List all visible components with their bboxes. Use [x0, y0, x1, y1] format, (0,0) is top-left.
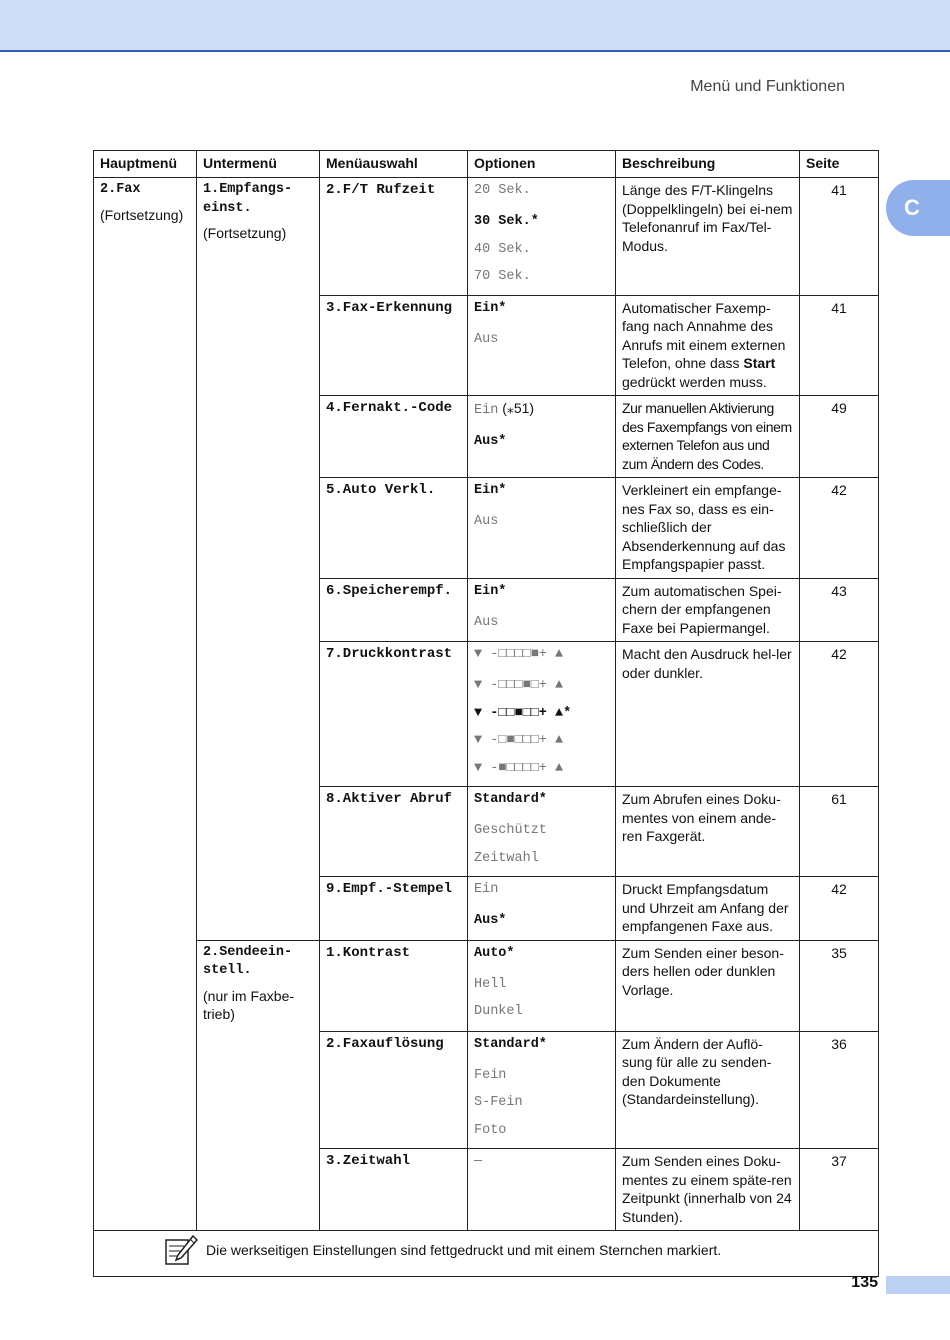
column-header: Seite: [800, 151, 879, 178]
page-ref: 37: [800, 1149, 879, 1231]
main-menu-note: (Fortsetzung): [100, 206, 184, 223]
option-text: Aus: [474, 614, 499, 630]
option-value: [474, 907, 609, 935]
description-cell: Zum Senden eines Doku-mentes zu einem späte-ren Zeitpunkt (innerhalb von 24 Stunden).: [616, 1149, 800, 1231]
option-text: Standard*: [474, 792, 547, 807]
page-ref: 49: [800, 396, 879, 478]
footnote-text: Die werkseitigen Einstellungen sind fettgedruckt und mit einem Sternchen markiert.: [206, 1241, 722, 1258]
description-cell: Verkleinert ein empfange-nes Fax so, dass es ein-schließlich der Absenderkennung auf das Empfangspapier passt.: [616, 478, 800, 579]
submenu-code: 1.Empfangs-einst.: [203, 182, 293, 216]
option-value: [474, 582, 609, 601]
option-value: [474, 481, 609, 500]
option-text: Hell: [474, 976, 507, 992]
option-text: Fein: [474, 1067, 507, 1083]
option-text: Geschützt: [474, 823, 547, 838]
option-extra: (⁎51): [498, 400, 535, 416]
selection-cell: 7.Druckkontrast: [320, 642, 468, 787]
option-text: Aus: [474, 331, 499, 347]
option-value: [474, 755, 609, 783]
submenu-note: (Fortsetzung): [203, 225, 287, 241]
column-header: Beschreibung: [616, 151, 800, 178]
option-value: [474, 1089, 609, 1117]
selection-cell: 5.Auto Verkl.: [320, 478, 468, 579]
column-header: Untermenü: [197, 151, 320, 178]
main-menu-cell: [94, 178, 197, 1231]
option-text: ▼ -□■□□□+ ▲: [474, 733, 564, 748]
option-text: Foto: [474, 1122, 507, 1138]
submenu-code: 2.Sendeein-stell.: [203, 944, 293, 978]
page-ref: 42: [800, 642, 879, 787]
column-header: Menüauswahl: [320, 151, 468, 178]
table-header-row: [94, 151, 879, 178]
option-value: [474, 880, 609, 899]
option-text: Dunkel: [474, 1004, 523, 1019]
menu-table: [93, 150, 879, 1277]
option-value: [474, 790, 609, 809]
options-cell: [468, 478, 616, 579]
option-text: ▼ -□□□□■+ ▲: [474, 647, 564, 662]
page-ref: 61: [800, 787, 879, 877]
option-value: [474, 1035, 609, 1054]
options-cell: [468, 295, 616, 396]
option-value: [474, 609, 609, 637]
option-text: Standard*: [474, 1036, 547, 1052]
description-text: gedrückt werden muss.: [622, 373, 767, 390]
footnote-row: [94, 1231, 879, 1277]
page-ref: 35: [800, 940, 879, 1031]
options-cell: [468, 642, 616, 787]
option-value: [474, 263, 609, 291]
option-value: [474, 208, 609, 236]
description-cell: Druckt Empfangsdatum und Uhrzeit am Anfang der empfangenen Faxe aus.: [616, 877, 800, 941]
selection-cell: 8.Aktiver Abruf: [320, 787, 468, 877]
page-ref: 42: [800, 478, 879, 579]
description-cell: Zum automatischen Spei-chern der empfangenen Faxe bei Papiermangel.: [616, 578, 800, 642]
option-value: [474, 326, 609, 354]
options-cell: [468, 1031, 616, 1149]
submenu-note: (nur im Faxbe-trieb): [203, 987, 295, 1022]
option-value: [474, 700, 609, 728]
option-text: 40 Sek.: [474, 241, 531, 257]
page-ref: 42: [800, 877, 879, 941]
table-row: [94, 940, 879, 1031]
option-value: [474, 428, 609, 456]
description-text: Automatischer Faxemp-fang nach Annahme des Anrufs mit einem externen Telefon, ohne dass: [622, 299, 786, 371]
page-ref: 41: [800, 178, 879, 296]
option-text: Ein*: [474, 300, 507, 316]
option-text: Ein*: [474, 483, 507, 498]
option-value: [474, 1062, 609, 1090]
option-value: [474, 971, 609, 999]
option-text: ▼ -■□□□□+ ▲: [474, 760, 564, 776]
option-text: Aus: [474, 514, 499, 529]
selection-cell: 6.Speicherempf.: [320, 578, 468, 642]
selection-cell: 9.Empf.-Stempel: [320, 877, 468, 941]
option-text: 30 Sek.*: [474, 214, 539, 229]
description-cell: [616, 295, 800, 396]
option-text: Zeitwahl: [474, 850, 539, 866]
note-pencil-icon: [164, 1234, 198, 1266]
submenu-cell: [197, 178, 320, 941]
option-text: 20 Sek.: [474, 183, 531, 198]
description-cell: Länge des F/T-Klingelns (Doppelklingeln) bei ei-nem Telefonanruf im Fax/Tel-Modus.: [616, 178, 800, 296]
option-text: ▼ -□□□■□+ ▲: [474, 678, 564, 693]
option-value: [474, 236, 609, 264]
selection-cell: 2.F/T Rufzeit: [320, 178, 468, 296]
option-value: [474, 399, 609, 420]
description-cell: Zur manuellen Aktivierung des Faxempfangs von einem externen Telefon aus und zum Ändern des Codes.: [616, 396, 800, 478]
option-text: 70 Sek.: [474, 269, 531, 284]
options-cell: [468, 940, 616, 1031]
option-text: ▼ -□□■□□+ ▲*: [474, 705, 572, 721]
option-text: Auto*: [474, 945, 515, 961]
option-value: [474, 998, 609, 1026]
option-value: [474, 817, 609, 845]
page-header-title: Menü und Funktionen: [690, 78, 845, 95]
description-cell: Zum Abrufen eines Doku-mentes von einem ande-ren Faxgerät.: [616, 787, 800, 877]
option-value: [474, 1117, 609, 1145]
option-text: Ein: [474, 403, 499, 418]
option-text: Aus*: [474, 913, 507, 928]
footnote-cell: [94, 1231, 879, 1277]
submenu-cell: [197, 940, 320, 1231]
column-header: Hauptmenü: [94, 151, 197, 178]
page-number-bar: [886, 1276, 950, 1294]
option-value: [474, 727, 609, 755]
options-cell: [468, 178, 616, 296]
option-value: [474, 1152, 609, 1171]
options-cell: [468, 877, 616, 941]
column-header: Optionen: [468, 151, 616, 178]
selection-cell: 4.Fernakt.-Code: [320, 396, 468, 478]
page-number: 135: [851, 1274, 878, 1291]
chapter-tab: C: [886, 180, 950, 236]
page-ref: 36: [800, 1031, 879, 1149]
selection-cell: 1.Kontrast: [320, 940, 468, 1031]
selection-cell: 3.Fax-Erkennung: [320, 295, 468, 396]
start-key-label: Start: [743, 355, 776, 371]
description-cell: Zum Senden einer beson-ders hellen oder dunklen Vorlage.: [616, 940, 800, 1031]
option-text: Aus*: [474, 434, 507, 449]
options-cell: [468, 396, 616, 478]
option-value: [474, 845, 609, 873]
options-cell: [468, 787, 616, 877]
main-menu-code: 2.Fax: [100, 182, 141, 197]
option-text: S-Fein: [474, 1095, 523, 1110]
options-cell: [468, 1149, 616, 1231]
option-text: Ein*: [474, 583, 507, 599]
description-cell: Macht den Ausdruck hel-ler oder dunkler.: [616, 642, 800, 787]
table-row: [94, 178, 879, 296]
options-cell: [468, 578, 616, 642]
selection-cell: 2.Faxauflösung: [320, 1031, 468, 1149]
option-text: Ein: [474, 882, 499, 897]
option-value: [474, 181, 609, 200]
option-text: —: [474, 1154, 483, 1169]
selection-cell: 3.Zeitwahl: [320, 1149, 468, 1231]
description-cell: Zum Ändern der Auflö-sung für alle zu senden-den Dokumente (Standardeinstellung).: [616, 1031, 800, 1149]
top-band: [0, 0, 950, 52]
option-value: [474, 299, 609, 318]
page-ref: 41: [800, 295, 879, 396]
option-value: [474, 508, 609, 536]
option-value: [474, 944, 609, 963]
page-ref: 43: [800, 578, 879, 642]
option-value: [474, 672, 609, 700]
option-value: [474, 645, 609, 664]
